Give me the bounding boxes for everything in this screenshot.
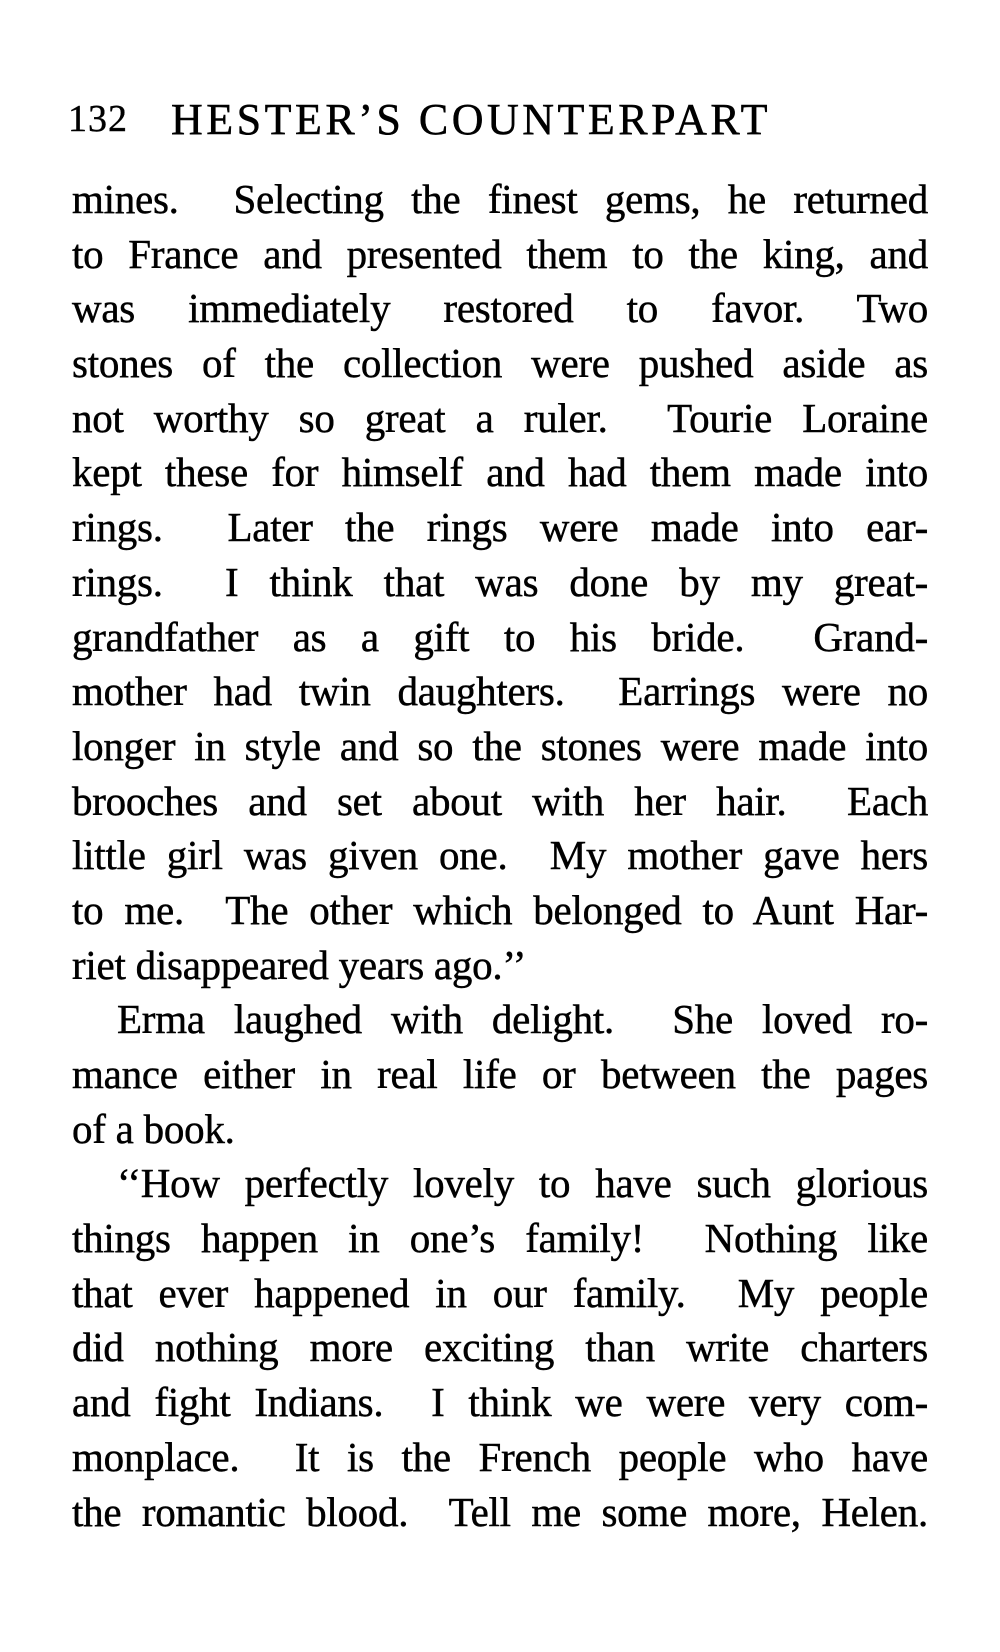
text-line: stones of the collection were pushed aside as (72, 340, 928, 387)
body-text (72, 172, 928, 1539)
text-line: kept these for himself and had them made into (72, 449, 928, 496)
text-line: that ever happened in our family. My people (72, 1269, 928, 1316)
text-line: rings. Later the rings were made into ear- (72, 504, 928, 551)
text-line: to France and presented them to the king, and (72, 230, 928, 277)
text-line: mother had twin daughters. Earrings were no (72, 668, 928, 715)
text-line: and fight Indians. I think we were very com- (72, 1379, 928, 1426)
text-line: things happen in one’s family! Nothing like (72, 1215, 928, 1262)
page-number: 132 (68, 98, 128, 140)
page-header (68, 94, 928, 142)
running-title: HESTER’S COUNTERPART (171, 95, 771, 144)
text-line: mines. Selecting the finest gems, he returned (72, 176, 928, 222)
text-line: the romantic blood. Tell me some more, Helen. (72, 1488, 928, 1535)
text-line: not worthy so great a ruler. Tourie Loraine (72, 394, 928, 441)
text-line: monplace. It is the French people who have (72, 1433, 928, 1480)
text-line: riet disappeared years ago.’’ (72, 941, 527, 988)
text-line: of a book. (72, 1105, 235, 1152)
text-line: grandfather as a gift to his bride. Grand- (72, 613, 928, 660)
text-line: was immediately restored to favor. Two (72, 285, 928, 332)
text-line: longer in style and so the stones were made into (72, 722, 928, 769)
text-line: little girl was given one. My mother gave hers (72, 832, 928, 879)
text-line: rings. I think that was done by my great- (72, 558, 928, 605)
text-line: did nothing more exciting than write charters (72, 1324, 928, 1371)
text-line: ‘‘How perfectly lovely to have such glorious (117, 1160, 928, 1207)
text-line: Erma laughed with delight. She loved ro- (117, 996, 928, 1043)
text-line: brooches and set about with her hair. Each (72, 777, 928, 824)
text-line: to me. The other which belonged to Aunt Har- (72, 886, 928, 933)
text-line: mance either in real life or between the pages (72, 1051, 928, 1097)
